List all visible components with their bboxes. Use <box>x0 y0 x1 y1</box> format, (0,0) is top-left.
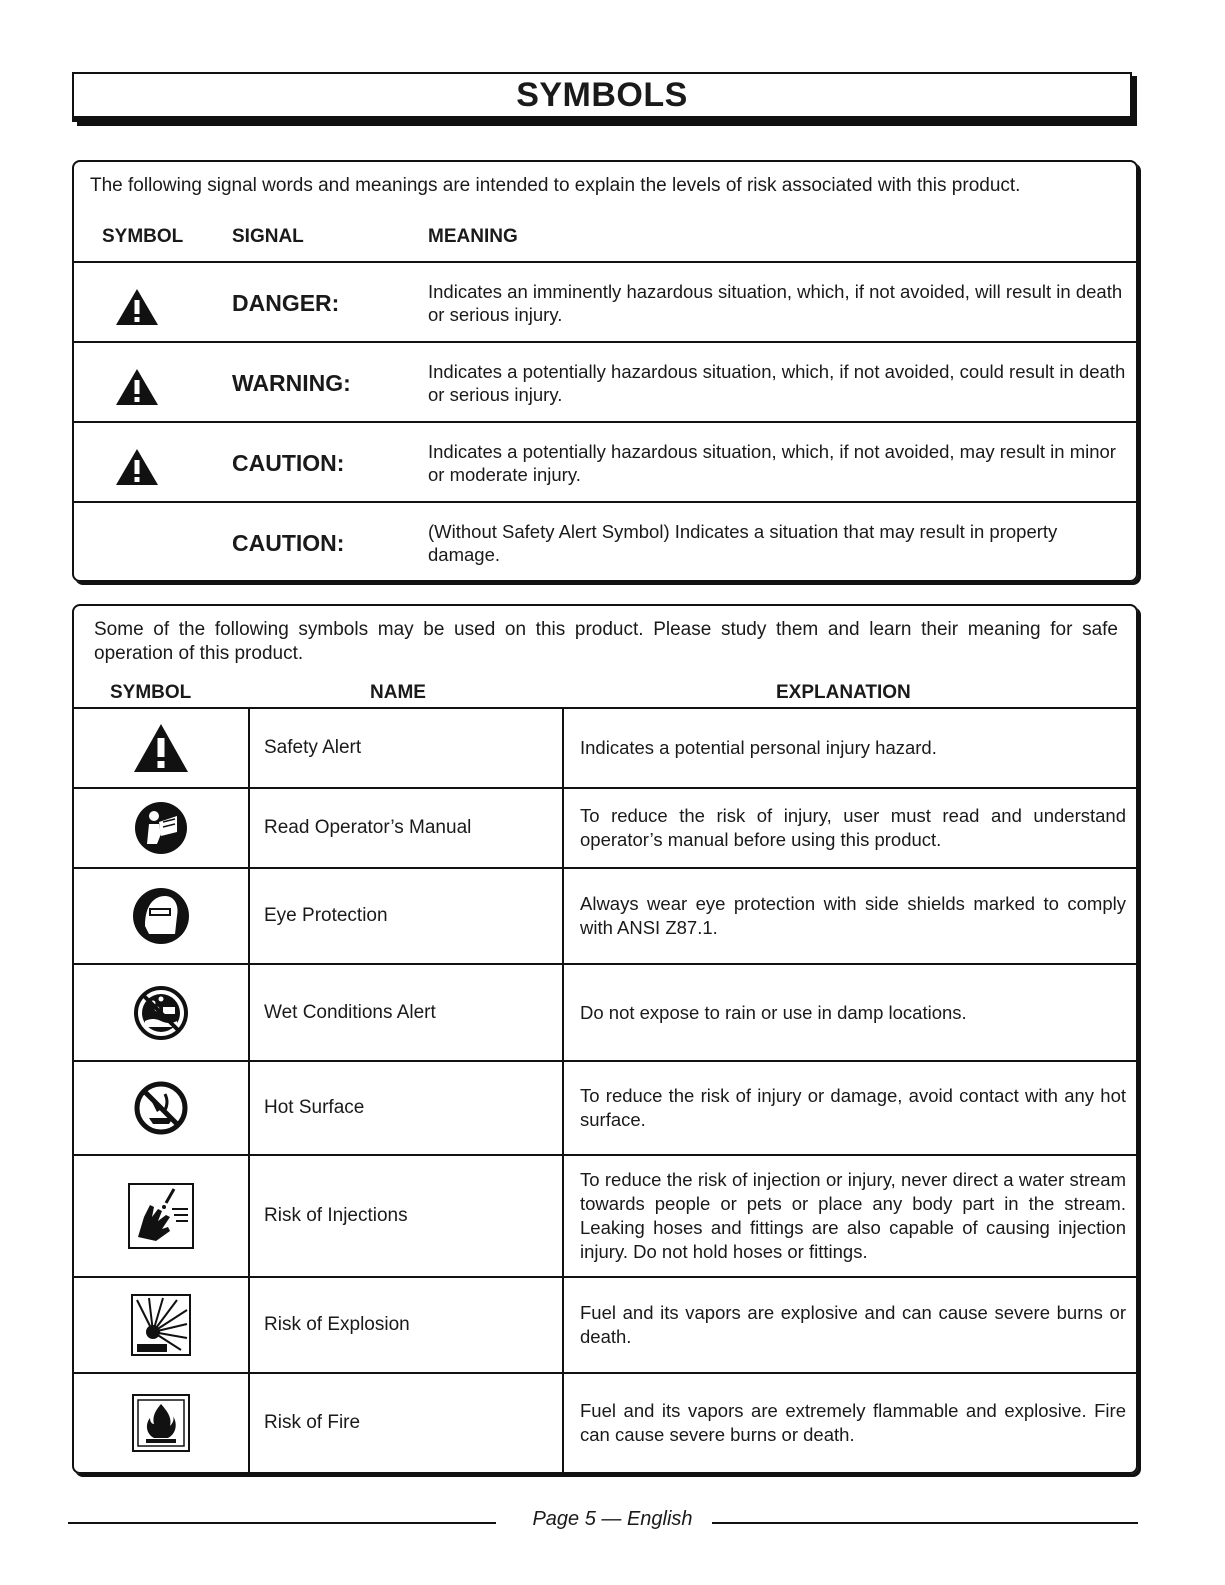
symbol-cell <box>74 965 250 1060</box>
signal-word: WARNING: <box>232 370 351 396</box>
fire-risk-icon <box>132 1394 190 1452</box>
signal-meaning: Indicates an imminently hazardous situation, which, if not avoided, will result in death or serious injury. <box>428 281 1123 325</box>
signal-word: CAUTION: <box>232 450 345 476</box>
header-signal: SIGNAL <box>232 226 304 247</box>
symbol-name: Risk of Fire <box>250 1374 564 1472</box>
symbol-cell <box>74 1062 250 1154</box>
symbol-cell <box>74 1374 250 1472</box>
hot-surface-icon <box>133 1080 189 1136</box>
signal-meaning: Indicates a potentially hazardous situation, which, if not avoided, could result in death or serious injury. <box>428 361 1126 405</box>
signal-meaning: Indicates a potentially hazardous situation, which, if not avoided, may result in minor or moderate injury. <box>428 441 1116 485</box>
table-row <box>74 707 1136 787</box>
symbols-panel <box>72 604 1138 1474</box>
symbol-name: Wet Conditions Alert <box>250 965 564 1060</box>
safety-alert-triangle-icon <box>114 367 160 407</box>
header-symbol: SYMBOL <box>102 226 184 247</box>
symbol-cell <box>74 1278 250 1372</box>
symbol-cell <box>74 869 250 963</box>
symbol-explanation: To reduce the risk of injection or injury, never direct a water stream towards people or pets or place any body part in the stream. Leaking hoses and fittings are also capable of causing injection injury. Do not hold hoses or fittings. <box>580 1169 1126 1262</box>
title-bar <box>72 72 1132 122</box>
symbol-explanation: Indicates a potential personal injury hazard. <box>580 737 937 758</box>
signal-row-caution-property <box>74 501 1136 582</box>
symbol-name: Safety Alert <box>250 709 564 787</box>
symbol-cell <box>74 1156 250 1276</box>
symbol-name: Read Operator’s Manual <box>250 789 564 867</box>
signal-word: DANGER: <box>232 290 340 316</box>
read-manual-icon <box>133 800 189 856</box>
header-meaning: MEANING <box>428 226 518 247</box>
header-symbol: SYMBOL <box>110 682 192 703</box>
safety-alert-icon <box>132 722 190 774</box>
signal-intro: The following signal words and meanings are intended to explain the levels of risk associated with this product. <box>90 175 1021 196</box>
header-name: NAME <box>370 682 426 703</box>
signal-row-warning <box>74 341 1136 421</box>
explosion-risk-icon <box>131 1294 191 1356</box>
safety-alert-triangle-icon <box>114 287 160 327</box>
signal-word: CAUTION: <box>232 530 345 556</box>
signal-meaning: (Without Safety Alert Symbol) Indicates a situation that may result in property damage. <box>428 521 1058 565</box>
symbol-explanation: Fuel and its vapors are explosive and can cause severe burns or death. <box>580 1302 1126 1347</box>
table-row <box>74 1276 1136 1372</box>
table-row <box>74 867 1136 963</box>
eye-protection-icon <box>131 886 191 946</box>
symbol-cell <box>74 789 250 867</box>
injection-risk-icon <box>128 1183 194 1249</box>
symbol-explanation: Do not expose to rain or use in damp locations. <box>580 1001 967 1023</box>
signal-words-panel <box>72 160 1138 582</box>
table-row <box>74 1154 1136 1276</box>
symbols-intro: Some of the following symbols may be used on this product. Please study them and learn their meaning for safe operation of this product. <box>94 619 1118 664</box>
symbol-explanation: To reduce the risk of injury or damage, avoid contact with any hot surface. <box>580 1085 1126 1130</box>
symbol-name: Risk of Explosion <box>250 1278 564 1372</box>
symbol-explanation: To reduce the risk of injury, user must read and understand operator’s manual before using this product. <box>580 805 1126 850</box>
symbol-name: Eye Protection <box>250 869 564 963</box>
table-row <box>74 963 1136 1060</box>
table-row <box>74 1060 1136 1154</box>
page-footer: Page 5 — English <box>532 1508 693 1530</box>
wet-conditions-icon <box>133 985 189 1041</box>
header-explanation: EXPLANATION <box>776 682 911 703</box>
signal-row-danger <box>74 261 1136 341</box>
symbol-explanation: Always wear eye protection with side shields marked to comply with ANSI Z87.1. <box>580 893 1126 938</box>
table-row <box>74 1372 1136 1472</box>
symbol-name: Hot Surface <box>250 1062 564 1154</box>
safety-alert-triangle-icon <box>114 447 160 487</box>
symbol-name: Risk of Injections <box>250 1156 564 1276</box>
signal-row-caution <box>74 421 1136 501</box>
symbol-explanation: Fuel and its vapors are extremely flammable and explosive. Fire can cause severe burns or death. <box>580 1400 1126 1445</box>
symbol-cell <box>74 709 250 787</box>
page-title: SYMBOLS <box>516 75 688 114</box>
table-row <box>74 787 1136 867</box>
